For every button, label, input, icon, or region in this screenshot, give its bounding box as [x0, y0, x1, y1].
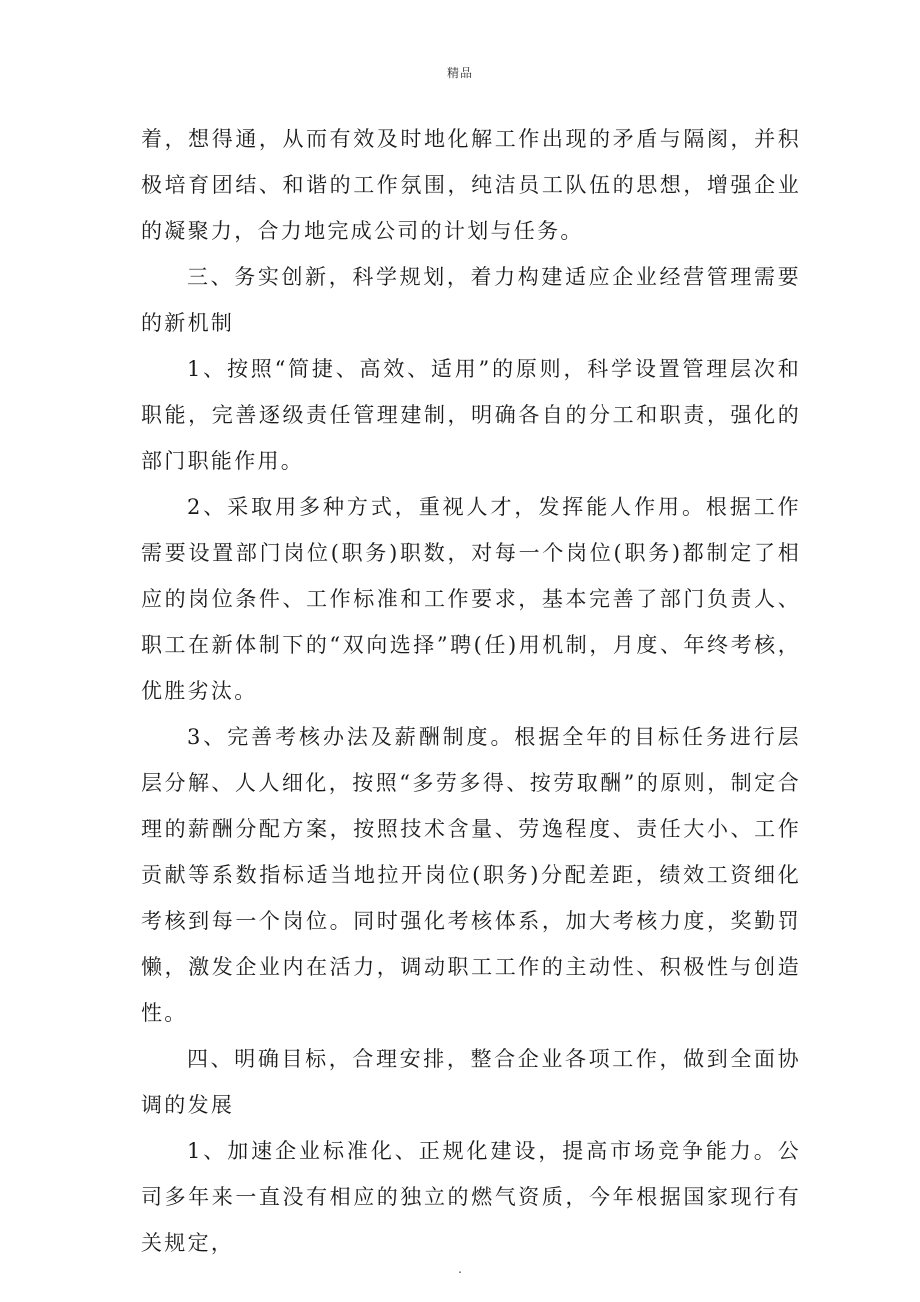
section-heading-3: 三、务实创新，科学规划，着力构建适应企业经营管理需要的新机制 — [141, 265, 801, 335]
paragraph-item-1: 1、按照“简捷、高效、适用”的原则，科学设置管理层次和职能，完善逐级责任管理建制，明确各自的分工和职责，强化的部门职能作用。 — [141, 357, 801, 473]
paragraph-item-1-section-4: 1、加速企业标准化、正规化建设，提高市场竞争能力。公司多年来一直没有相应的独立的燃气资质，今年根据国家现行有关规定， — [141, 1139, 801, 1255]
paragraph-item-3: 3、完善考核办法及薪酬制度。根据全年的目标任务进行层层分解、人人细化，按照“多劳多得、按劳取酬”的原则，制定合理的薪酬分配方案，按照技术含量、劳逸程度、责任大小、工作贡献等系数指标适当地拉开岗位(职务)分配差距，绩效工资细化考核到每一个岗位。同时强化考核体系，加大考核力度，奖勤罚懒，激发企业内在活力，调动职工工作的主动性、积极性与创造性。 — [141, 725, 801, 1025]
paragraph-continuation: 着，想得通，从而有效及时地化解工作出现的矛盾与隔阂，并积极培育团结、和谐的工作氛围，纯洁员工队伍的思想，增强企业的凝聚力，合力地完成公司的计划与任务。 — [141, 127, 801, 243]
document-body — [141, 116, 801, 1266]
section-heading-4: 四、明确目标，合理安排，整合企业各项工作，做到全面协调的发展 — [141, 1047, 801, 1117]
page-footer-mark: . — [458, 1262, 462, 1276]
paragraph-item-2: 2、采取用多种方式，重视人才，发挥能人作用。根据工作需要设置部门岗位(职务)职数，对每一个岗位(职务)都制定了相应的岗位条件、工作标准和工作要求，基本完善了部门负责人、职工在新体制下的“双向选择”聘(任)用机制，月度、年终考核，优胜劣汰。 — [141, 495, 801, 703]
page-header: 精品 — [446, 66, 473, 80]
